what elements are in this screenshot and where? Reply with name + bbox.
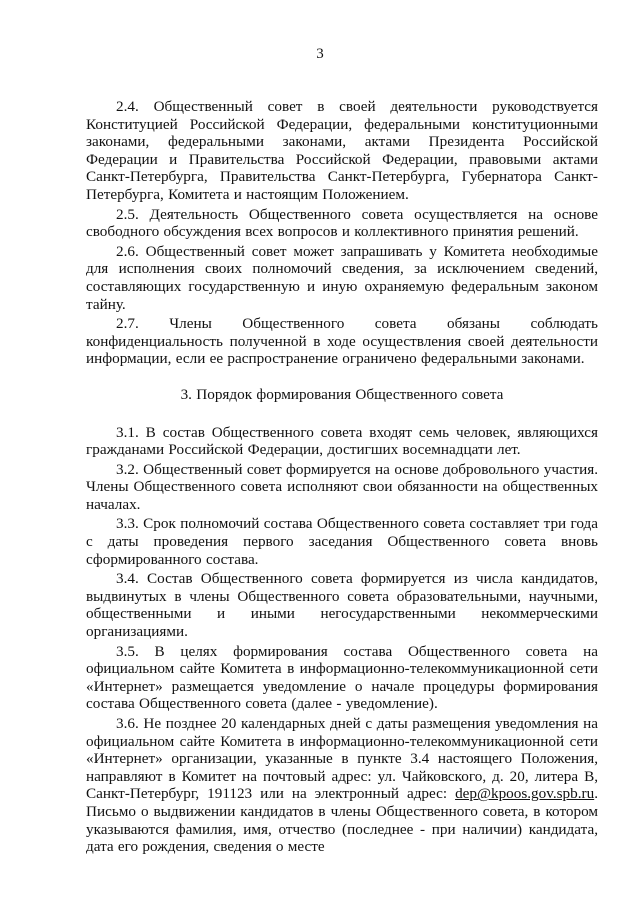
paragraph-3-6-text-start: 3.6. Не позднее 20 календарных дней с даты размещения уведомления на официальном сайте Комитета в информационно-телекоммуникационной сети «Интернет» организации, указанные в пункте 3.4 настоящего Положения, направляют в Комитет на почтовый адрес: ул. Чайковского, д. 20, литера В, Санкт-Петербург, 191123 или на электронный адрес: (86, 715, 598, 803)
paragraph-2-6: 2.6. Общественный совет может запрашивать у Комитета необходимые для исполнения своих полномочий сведения, за исключением сведений, составляющих государственную и иную охраняемую федеральным законом тайну. (86, 242, 598, 313)
paragraph-2-7: 2.7. Члены Общественного совета обязаны соблюдать конфиденциальность полученной в ходе осуществления своей деятельности информации, если ее распространение ограничено федеральными законами. (86, 315, 598, 368)
paragraph-3-4: 3.4. Состав Общественного совета формируется из числа кандидатов, выдвинутых в члены Общественного совета образовательными, научными, общественными и иными негосударственными некоммерческими организациями. (86, 570, 598, 641)
paragraph-3-5: 3.5. В целях формирования состава Общественного совета на официальном сайте Комитета в информационно-телекоммуникационной сети «Интернет» размещается уведомление о начале процедуры формирования состава Общественного совета (далее - уведомление). (86, 642, 598, 713)
section-3-heading: 3. Порядок формирования Общественного совета (180, 385, 504, 403)
paragraph-2-5: 2.5. Деятельность Общественного совета осуществляется на основе свободного обсуждения всех вопросов и коллективного принятия решений. (86, 205, 598, 241)
page-number: 3 (316, 46, 324, 62)
email-link[interactable]: dep@kpoos.gov.spb.ru (455, 785, 595, 803)
paragraph-3-2: 3.2. Общественный совет формируется на основе добровольного участия. Члены Общественного совета исполняют свои обязанности на общественных началах. (86, 460, 598, 513)
paragraph-3-1: 3.1. В состав Общественного совета входят семь человек, являющихся гражданами Российской Федерации, достигших восемнадцати лет. (86, 423, 598, 459)
paragraph-3-6 (86, 715, 598, 856)
paragraph-3-3: 3.3. Срок полномочий состава Общественного совета составляет три года с даты проведения первого заседания Общественного совета вновь сформированного состава. (86, 515, 598, 568)
paragraph-3-6-text-end: . Письмо о выдвижении кандидатов в члены Общественного совета, в котором указываются фамилия, имя, отчество (последнее - при наличии) кандидата, дата его рождения, сведения о месте (86, 785, 598, 856)
paragraph-2-4: 2.4. Общественный совет в своей деятельности руководствуется Конституцией Российской Федерации, федеральными конституционными законами, федеральными законами, актами Президента Российской Федерации и Правительства Российской Федерации, правовыми актами Санкт-Петербурга, Правительства Санкт-Петербурга, Губернатора Санкт-Петербурга, Комитета и настоящим Положением. (86, 98, 598, 203)
document-body (86, 98, 598, 858)
